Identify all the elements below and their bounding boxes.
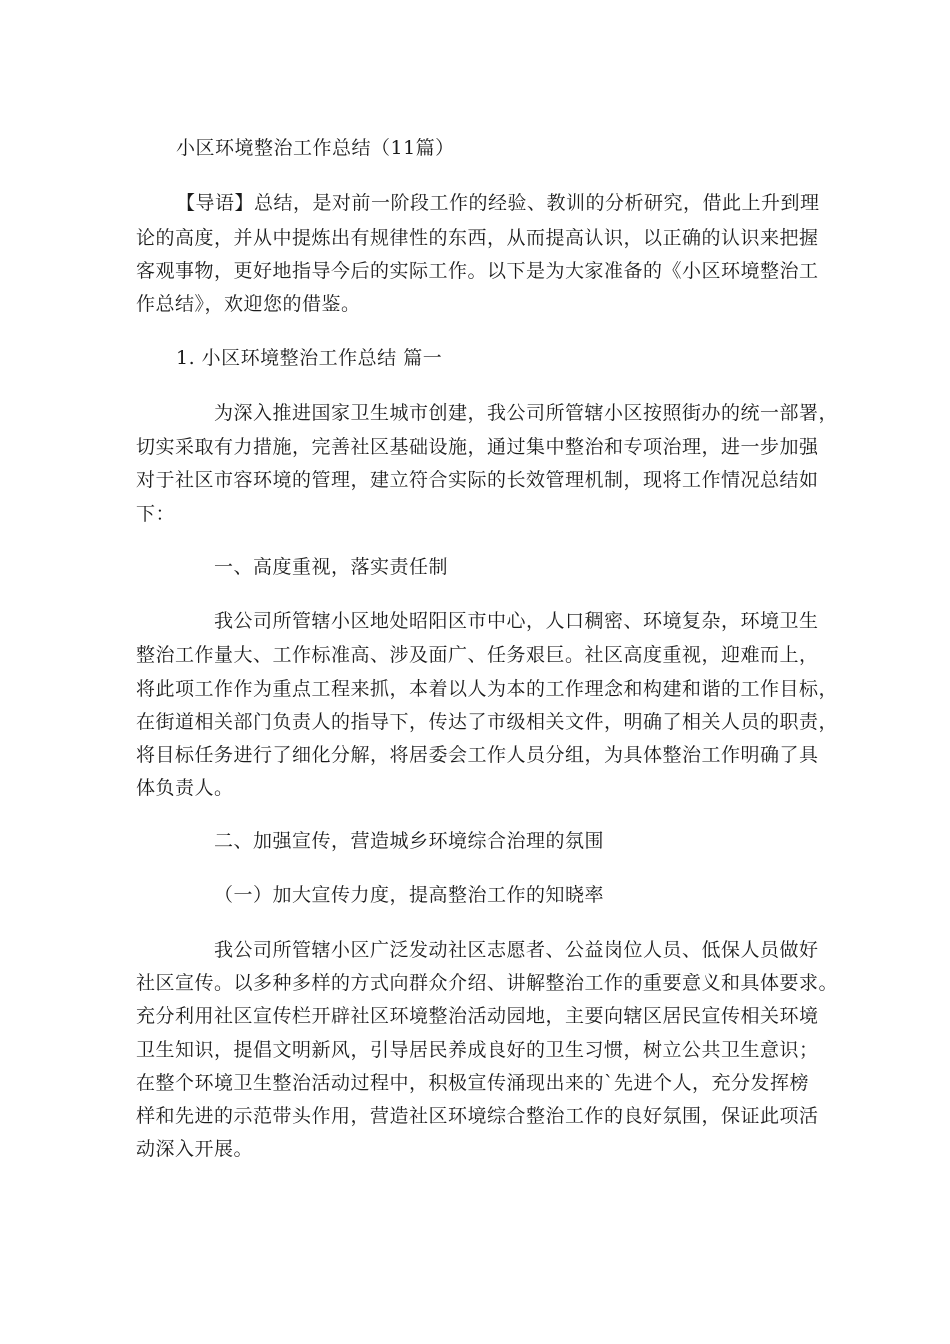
paragraph-line: 动深入开展。 bbox=[136, 1138, 254, 1160]
subheading: 二、加强宣传，营造城乡环境综合治理的氛围 bbox=[214, 830, 605, 852]
subheading: （一）加大宣传力度，提高整治工作的知晓率 bbox=[214, 884, 605, 906]
paragraph-line: 我公司所管辖小区广泛发动社区志愿者、公益岗位人员、低保人员做好 bbox=[214, 939, 819, 961]
paragraph-line: 在整个环境卫生整治活动过程中，积极宣传涌现出来的`先进个人，充分发挥榜 bbox=[136, 1072, 810, 1094]
paragraph-line: 为深入推进国家卫生城市创建，我公司所管辖小区按照街办的统一部署， bbox=[214, 402, 839, 424]
paragraph-line: 样和先进的示范带头作用，营造社区环境综合整治工作的良好氛围，保证此项活 bbox=[136, 1105, 819, 1127]
paragraph-line: 体负责人。 bbox=[136, 777, 234, 799]
paragraph-line: 充分利用社区宣传栏开辟社区环境整治活动园地，主要向辖区居民宣传相关环境 bbox=[136, 1005, 819, 1027]
paragraph-line: 下： bbox=[136, 503, 176, 525]
intro-line: 作总结》，欢迎您的借鉴。 bbox=[136, 293, 361, 315]
paragraph-line: 整治工作量大、工作标准高、涉及面广、任务艰巨。社区高度重视，迎难而上， bbox=[136, 644, 819, 666]
document-title: 小区环境整治工作总结（11篇） bbox=[176, 137, 455, 159]
section-heading: 1. 小区环境整治工作总结 篇一 bbox=[176, 347, 443, 369]
paragraph-line: 社区宣传。以多种多样的方式向群众介绍、讲解整治工作的重要意义和具体要求。 bbox=[136, 972, 839, 994]
paragraph-line: 我公司所管辖小区地处昭阳区市中心，人口稠密、环境复杂，环境卫生 bbox=[214, 610, 819, 632]
paragraph-line: 在街道相关部门负责人的指导下，传达了市级相关文件，明确了相关人员的职责， bbox=[136, 711, 839, 733]
intro-line: 论的高度，并从中提炼出有规律性的东西，从而提高认识，以正确的认识来把握 bbox=[136, 227, 819, 249]
paragraph-line: 将此项工作作为重点工程来抓，本着以人为本的工作理念和构建和谐的工作目标， bbox=[136, 678, 839, 700]
intro-line: 【导语】总结，是对前一阶段工作的经验、教训的分析研究，借此上升到理 bbox=[176, 192, 820, 214]
subheading: 一、高度重视，落实责任制 bbox=[214, 556, 449, 578]
paragraph-line: 卫生知识，提倡文明新风，引导居民养成良好的卫生习惯，树立公共卫生意识； bbox=[136, 1039, 819, 1061]
paragraph-line: 切实采取有力措施，完善社区基础设施，通过集中整治和专项治理，进一步加强 bbox=[136, 436, 819, 458]
paragraph-line: 将目标任务进行了细化分解，将居委会工作人员分组，为具体整治工作明确了具 bbox=[136, 744, 819, 766]
intro-line: 客观事物，更好地指导今后的实际工作。以下是为大家准备的《小区环境整治工 bbox=[136, 260, 819, 282]
paragraph-line: 对于社区市容环境的管理，建立符合实际的长效管理机制，现将工作情况总结如 bbox=[136, 469, 819, 491]
